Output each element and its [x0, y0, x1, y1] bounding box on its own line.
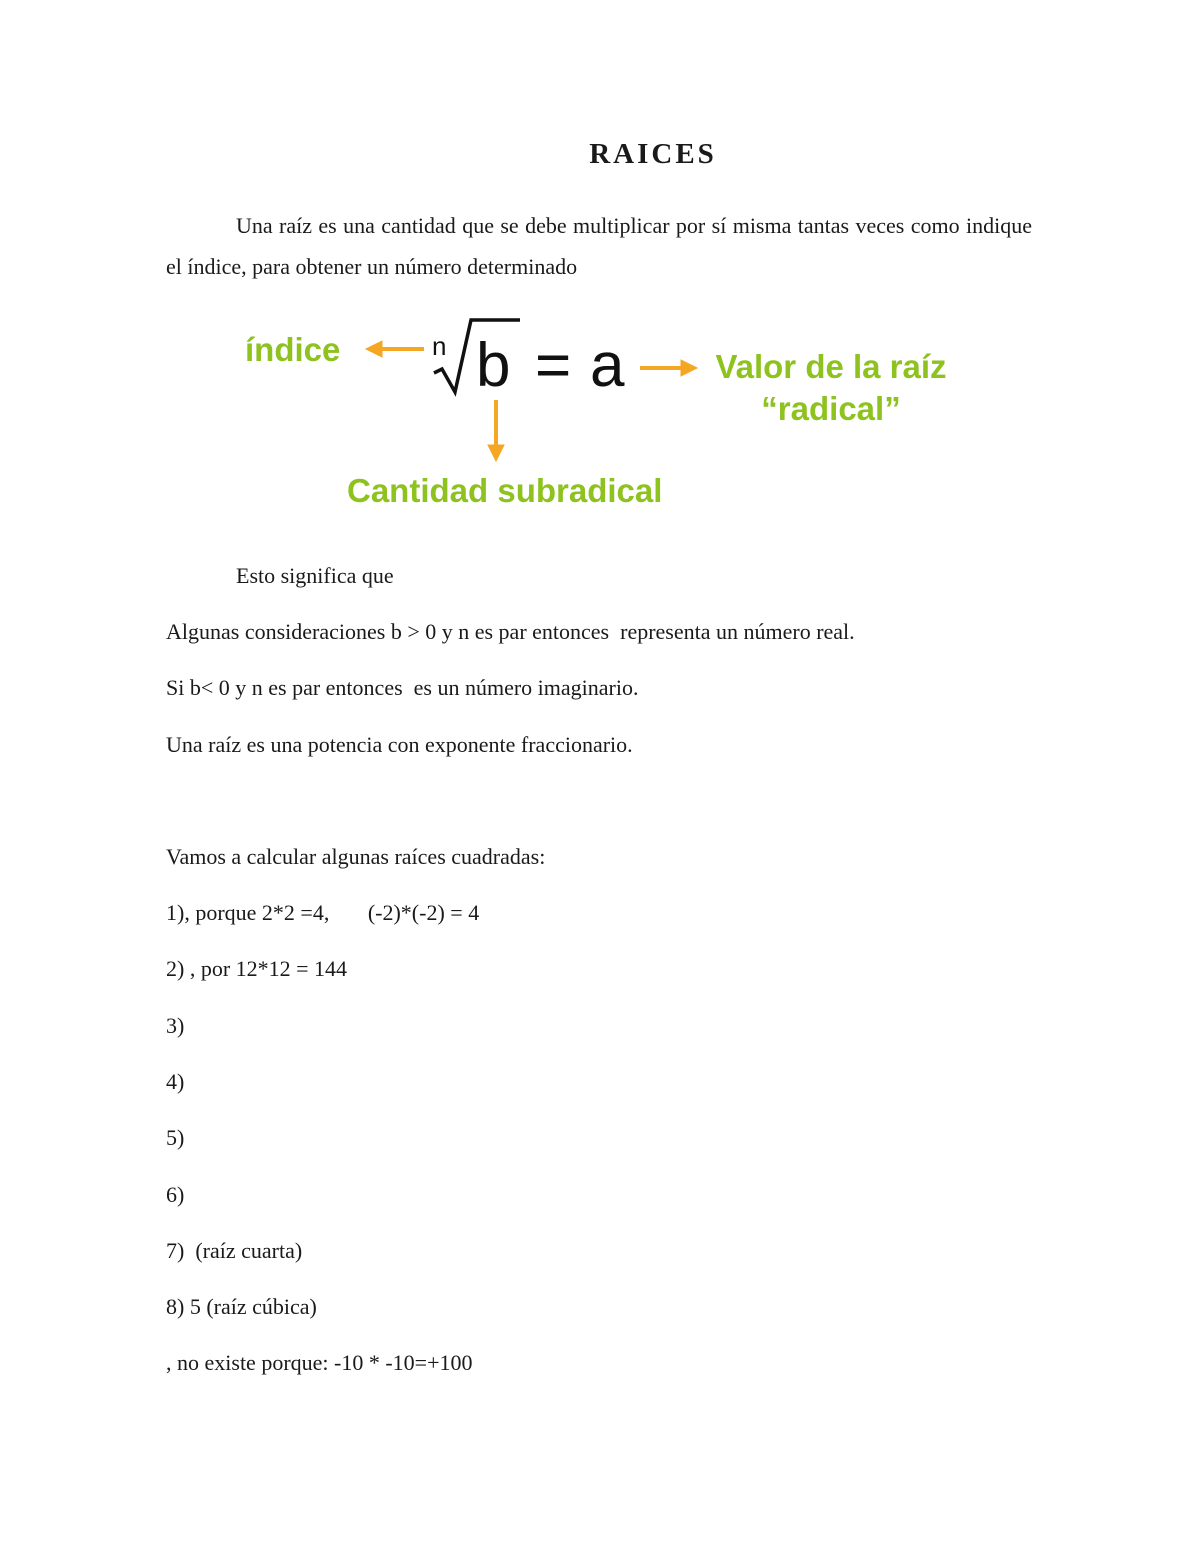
text-line-meaning: Esto significa que	[236, 563, 394, 588]
radicand-label: Cantidad subradical	[347, 472, 663, 509]
equals-symbol: =	[535, 331, 572, 400]
value-label-line1: Valor de la raíz	[715, 348, 947, 385]
intro-paragraph: Una raíz es una cantidad que se debe multiplicar por sí misma tantas veces como indique el índice, para obtener un número determinado	[166, 213, 1032, 279]
index-symbol: n	[432, 331, 447, 361]
exercise-item-4: 4)	[166, 1069, 185, 1094]
text-line-considerations: Algunas consideraciones b > 0 y n es par entonces representa un número real.	[166, 619, 855, 644]
exercise-item-2: 2) , por 12*12 = 144	[166, 956, 348, 981]
root-diagram	[0, 300, 1200, 530]
exercise-item-7: 7) (raíz cuarta)	[166, 1238, 303, 1263]
value-label-line2: “radical”	[761, 390, 901, 427]
result-symbol: a	[590, 331, 625, 400]
exercise-item-8: 8) 5 (raíz cúbica)	[166, 1294, 317, 1319]
value-arrow-icon	[640, 360, 697, 376]
exercise-item-3: 3)	[166, 1013, 185, 1038]
index-arrow-icon	[366, 341, 424, 357]
text-line-imaginary: Si b< 0 y n es par entonces es un número imaginario.	[166, 675, 639, 700]
text-line-exercises-intro: Vamos a calcular algunas raíces cuadradas:	[166, 844, 546, 869]
radicand-arrow-icon	[488, 400, 504, 461]
exercise-item-negative: , no existe porque: -10 * -10=+100	[166, 1350, 473, 1375]
exercise-item-5: 5)	[166, 1125, 185, 1150]
text-line-exponent: Una raíz es una potencia con exponente fraccionario.	[166, 732, 633, 757]
exercise-item-6: 6)	[166, 1182, 185, 1207]
radicand-symbol: b	[476, 331, 511, 400]
page-title: RAICES	[589, 138, 717, 170]
index-label: índice	[245, 331, 341, 368]
exercise-item-1: 1), porque 2*2 =4, (-2)*(-2) = 4	[166, 900, 480, 925]
